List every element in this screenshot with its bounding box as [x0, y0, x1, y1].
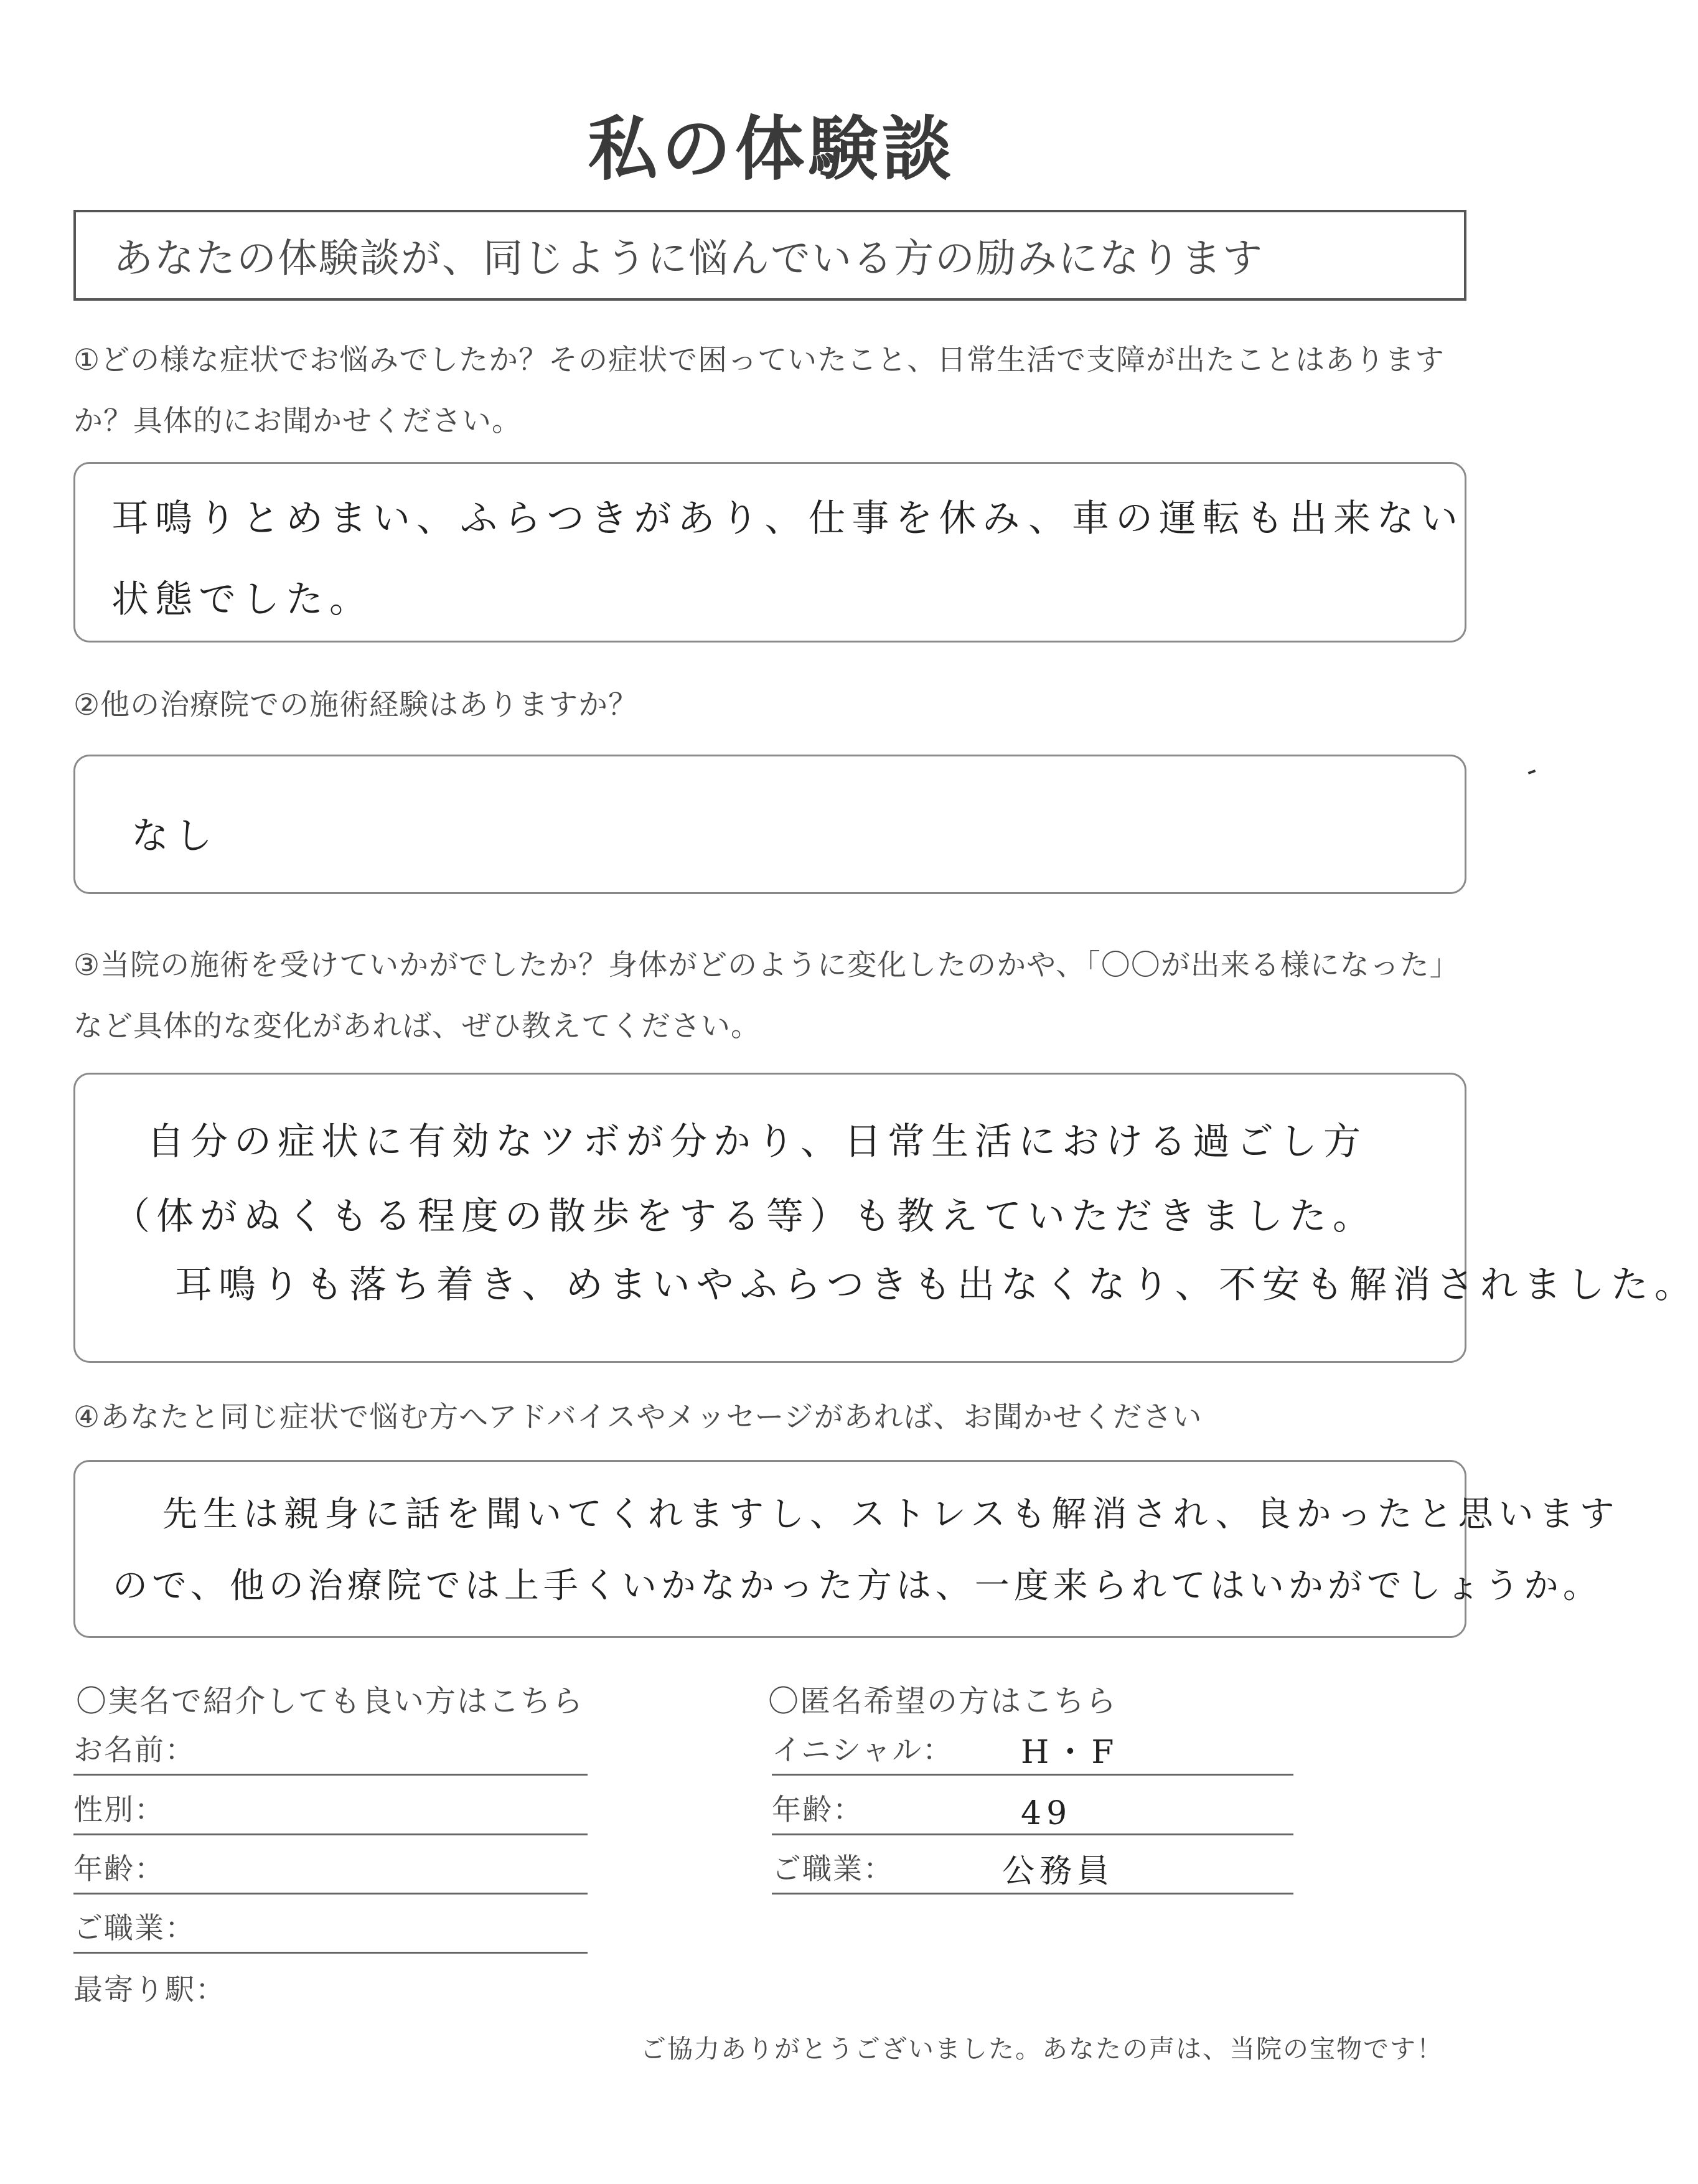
name-label: お名前：: [73, 1733, 195, 1767]
pen-mark: [1528, 770, 1536, 774]
initials-label: イニシャル：: [772, 1733, 954, 1767]
subtitle-text: あなたの体験談が、同じように悩んでいる方の励みになります: [113, 236, 1264, 282]
question-3: ③当院の施術を受けていかがでしたか？身体がどのように変化したのかや、「〇〇が出来る様になった」など具体的な変化があれば、ぜひ教えてください。: [73, 948, 1460, 1043]
answer-3-line-2: （体がぬくもる程度の散歩をする等）も教えていただきました。: [113, 1195, 1376, 1238]
real-name-heading: 〇実名で紹介しても良い方はこちら: [76, 1683, 584, 1719]
answer-1-line-1: 耳鳴りとめまい、ふらつきがあり、仕事を休み、車の運転も出来ない: [111, 497, 1464, 540]
subtitle-box: [73, 210, 1466, 301]
anonymous-occupation-value: 公務員: [1002, 1853, 1115, 1890]
answer-3-line-3: 耳鳴りも落ち着き、めまいやふらつきも出なくなり、不安も解消されました。: [175, 1263, 1698, 1307]
answer-box-1[interactable]: [73, 462, 1466, 642]
answer-4-line-1: 先生は親身に話を聞いてくれますし、ストレスも解消され、良かったと思います: [162, 1494, 1620, 1535]
name-field[interactable]: [73, 1721, 588, 1776]
gender-label: 性別：: [73, 1793, 165, 1827]
answer-3-line-1: 自分の症状に有効なツボが分かり、日常生活における過ごし方: [147, 1120, 1367, 1164]
anonymous-occupation-label: ご職業：: [772, 1852, 894, 1886]
age-field[interactable]: [73, 1840, 588, 1895]
answer-2-line-1: なし: [131, 814, 218, 858]
gender-field[interactable]: [73, 1781, 588, 1835]
nearest-station-label: 最寄り駅：: [73, 1973, 226, 2007]
answer-box-4[interactable]: [73, 1460, 1620, 1638]
anonymous-age-label: 年齢：: [772, 1793, 863, 1827]
initials-value: H・F: [1021, 1734, 1119, 1771]
thanks-message: ご協力ありがとうございました。あなたの声は、当院の宝物です！: [640, 2034, 1443, 2064]
nearest-station-field[interactable]: [73, 1959, 588, 2013]
page-title: 私の体験談: [588, 109, 955, 190]
answer-box-2[interactable]: [73, 755, 1466, 894]
question-2: ②他の治療院での施術経験はありますか？: [73, 688, 639, 722]
anonymous-age-value: 49: [1021, 1795, 1072, 1832]
anonymous-age-field[interactable]: [772, 1781, 1293, 1835]
answer-4-line-2: ので、他の治療院では上手くいかなかった方は、一度来られてはいかがでしょうか。: [113, 1566, 1602, 1606]
answer-1-line-2: 状態でした。: [111, 578, 373, 621]
anonymous-heading: 〇匿名希望の方はこちら: [768, 1683, 1118, 1719]
answer-box-3[interactable]: [73, 1073, 1698, 1363]
initials-field[interactable]: [772, 1721, 1293, 1776]
occupation-label: ご職業：: [73, 1911, 195, 1946]
age-label: 年齢：: [73, 1852, 165, 1886]
anonymous-occupation-field[interactable]: [772, 1840, 1293, 1895]
question-1: ①どの様な症状でお悩みでしたか？その症状で困っていたこと、日常生活で支障が出たことはありますか？具体的にお聞かせください。: [73, 343, 1445, 438]
question-4: ④あなたと同じ症状で悩む方へアドバイスやメッセージがあれば、お聞かせください: [73, 1400, 1203, 1434]
occupation-field[interactable]: [73, 1899, 588, 1954]
